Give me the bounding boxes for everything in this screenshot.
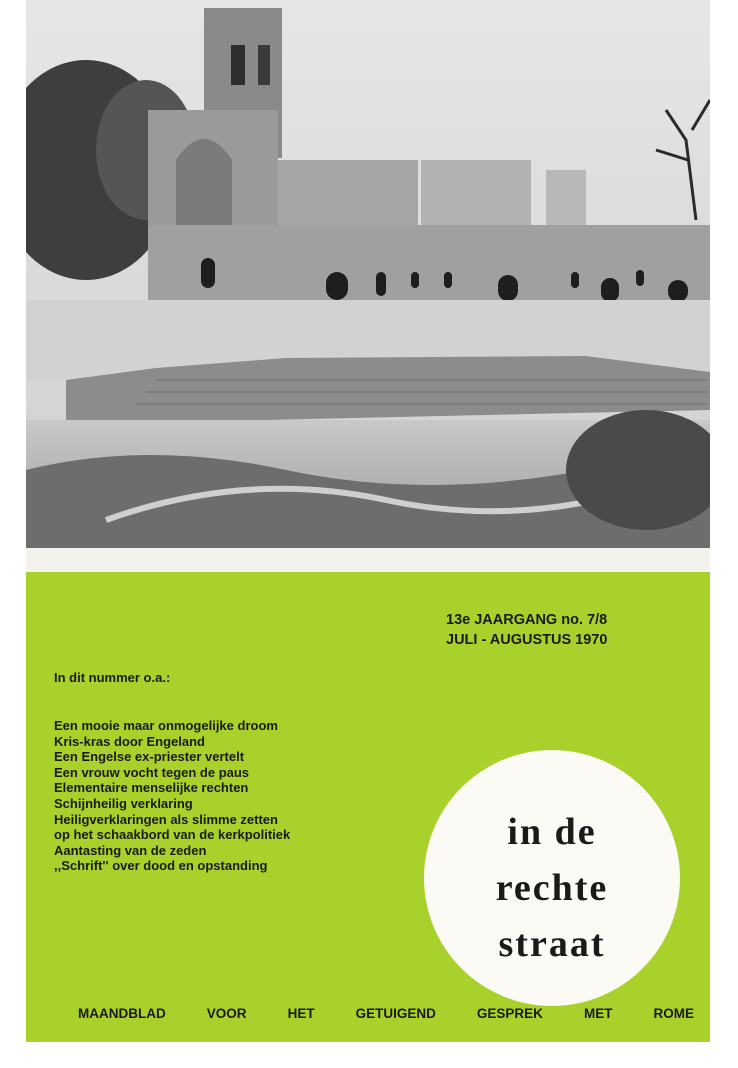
list-item: op het schaakbord van de kerkpolitiek bbox=[54, 827, 291, 843]
issue-volume: 13e JAARGANG no. 7/8 bbox=[446, 612, 608, 628]
tagline-word: MET bbox=[583, 1006, 613, 1021]
list-item: Elementaire menselijke rechten bbox=[54, 780, 249, 796]
abbey-ruins-illustration bbox=[26, 0, 710, 548]
cover-panel bbox=[26, 572, 710, 1042]
list-item: Heiligverklaringen als slimme zetten bbox=[54, 811, 278, 827]
list-item: Kris-kras door Engeland bbox=[54, 733, 205, 749]
list-item: Een Engelse ex-priester vertelt bbox=[54, 749, 245, 765]
contents-intro: In dit nummer o.a.: bbox=[54, 670, 171, 685]
title-line-3: straat bbox=[498, 923, 606, 965]
paper-strip bbox=[26, 548, 710, 572]
list-item: ,,Schrift'' over dood en opstanding bbox=[54, 858, 268, 874]
cover-photo bbox=[26, 0, 710, 548]
issue-date: JULI - AUGUSTUS 1970 bbox=[446, 632, 608, 648]
list-item: Een mooie maar onmogelijke droom bbox=[54, 718, 278, 733]
tagline-word: GESPREK bbox=[476, 1006, 543, 1021]
title-circle bbox=[424, 750, 680, 1006]
list-item: Aantasting van de zeden bbox=[54, 842, 207, 858]
tagline-word: HET bbox=[287, 1006, 315, 1021]
title-line-1: in de bbox=[507, 811, 597, 853]
tagline-word: ROME bbox=[653, 1006, 694, 1021]
list-item: Schijnheilig verklaring bbox=[54, 795, 193, 811]
list-item: Een vrouw vocht tegen de paus bbox=[54, 764, 250, 780]
tagline bbox=[78, 1006, 694, 1021]
title-line-2: rechte bbox=[495, 867, 609, 909]
tagline-word: VOOR bbox=[206, 1006, 247, 1021]
tagline-word: GETUIGEND bbox=[355, 1006, 436, 1021]
tagline-word: MAANDBLAD bbox=[78, 1006, 166, 1021]
contents-list bbox=[54, 718, 290, 874]
magazine-title bbox=[424, 804, 680, 972]
issue-info bbox=[446, 610, 607, 650]
